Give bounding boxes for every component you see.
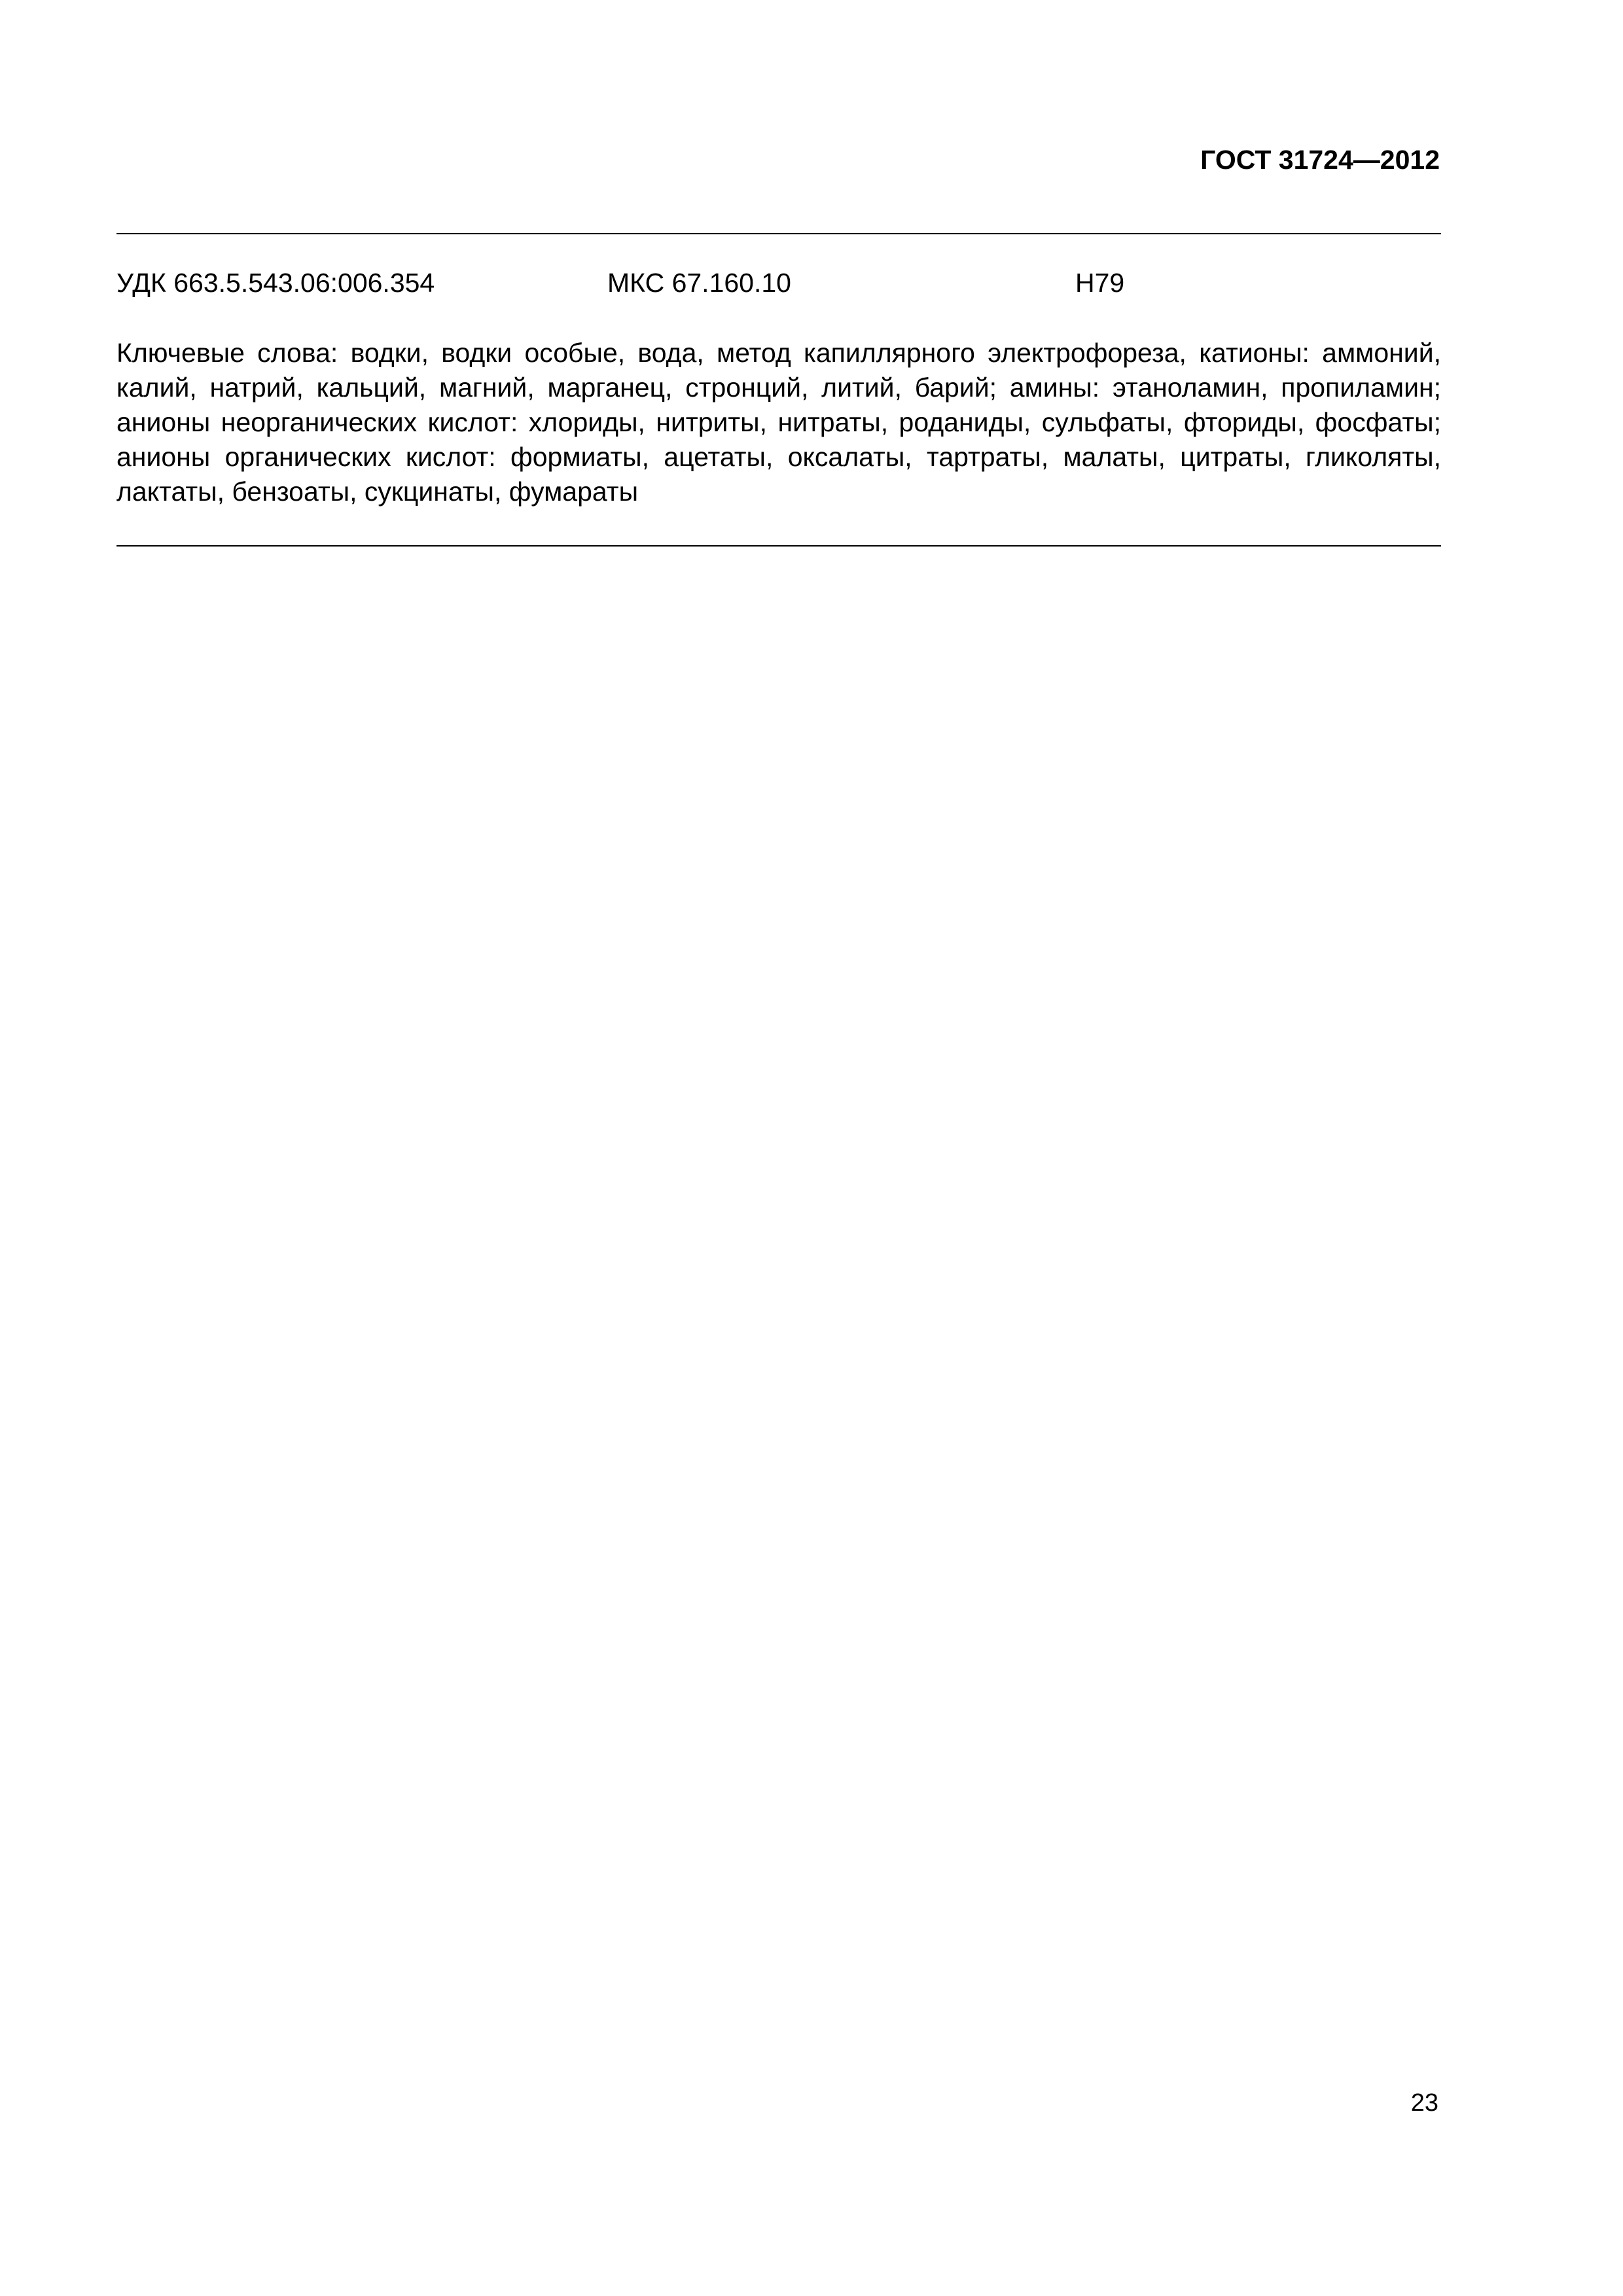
- keywords-paragraph: Ключевые слова: водки, водки особые, вода, метод капиллярного электрофореза, катионы: аммоний, калий, натрий, кальций, магний, марганец, стронций, литий, барий; амины: этаноламин, пропиламин; анионы неорганических кислот: хлориды, нитриты, нитраты, роданиды, сульфаты, фториды, фосфаты; анионы органических кислот: формиаты, ацетаты, оксалаты, тартраты, малаты, цитраты, гликоляты, лактаты, бензоаты, сукцинаты, фумараты: [116, 338, 1441, 507]
- udk-code: УДК 663.5.543.06:006.354: [116, 268, 435, 298]
- bottom-divider: [116, 545, 1441, 547]
- mks-code: МКС 67.160.10: [607, 268, 791, 298]
- classification-row: [116, 270, 1441, 302]
- page-number: 23: [1410, 2089, 1438, 2117]
- top-divider: [116, 233, 1441, 234]
- document-code: ГОСТ 31724—2012: [1200, 145, 1440, 175]
- okstu-code: Н79: [1075, 268, 1125, 298]
